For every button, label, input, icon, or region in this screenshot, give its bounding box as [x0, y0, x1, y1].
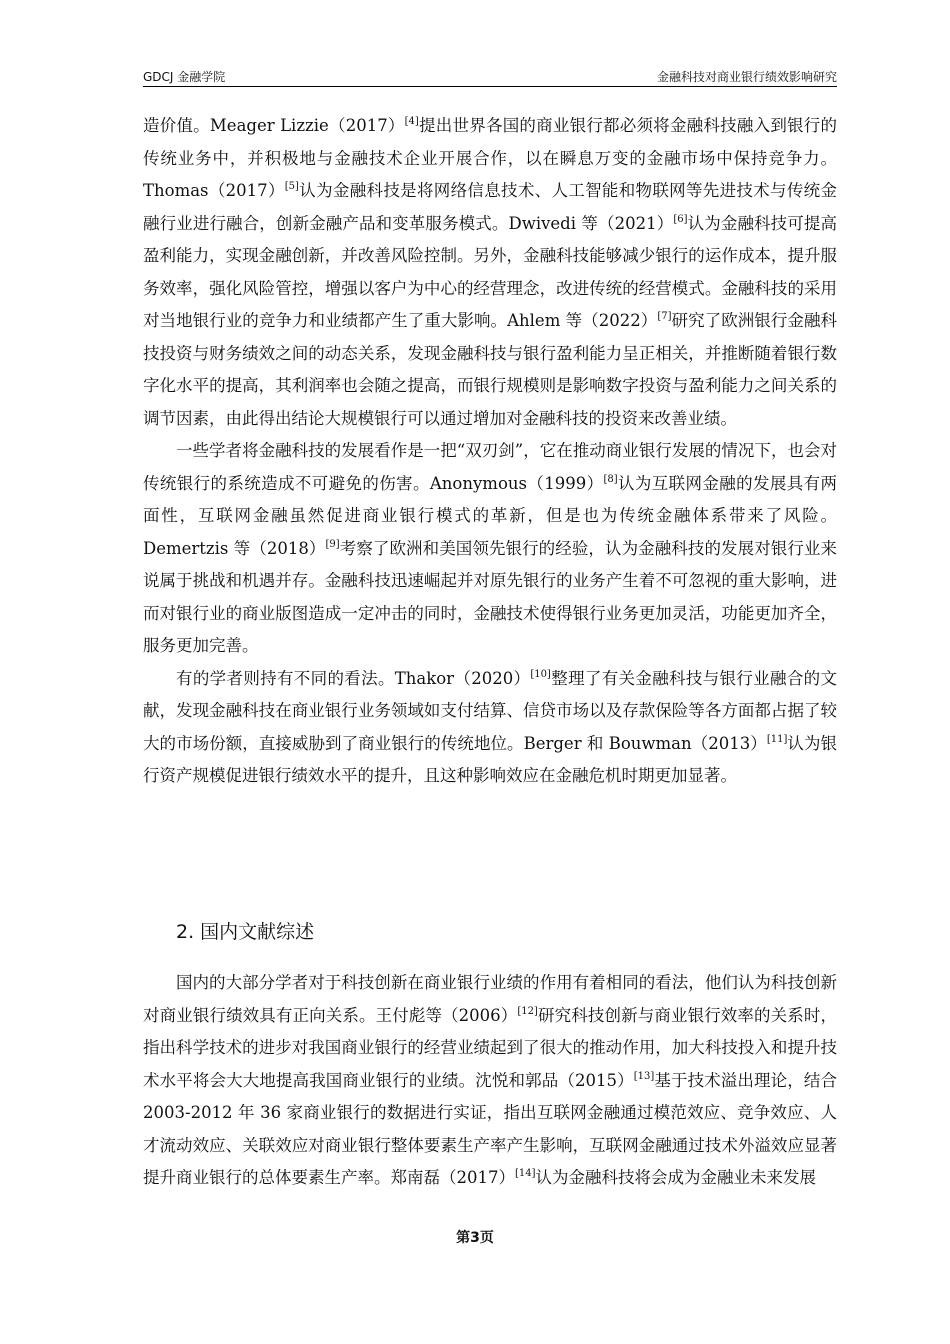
- citation-10: [10]: [530, 668, 551, 680]
- text-run: 考察了欧洲和美国领先银行的经验，认为金融科技的发展对银行业来说属于挑战和机遇并存。金融科技迅速崛起并对原先银行的业务产生着不可忽视的重大影响，进而对银行业的商业版图造成一定冲击的同时，金融技术使得银行业务更加灵活，功能更加齐全，服务更加完善。: [143, 538, 838, 655]
- text-run: 认为互联网金融的发展具有两面性，互联网金融虽然促进商业银行模式的革新，但是也为传统金融体系带来了风险。Demertzis 等（2018）: [143, 473, 838, 558]
- text-run: 造价值。Meager Lizzie（2017）: [143, 116, 405, 135]
- text-run: 提出世界各国的商业银行都必须将金融科技融入到银行的传统业务中，并积极地与金融技术企业开展合作，以在瞬息万变的金融市场中保持竞争力。Thomas（2017）: [143, 116, 838, 200]
- citation-9: [9]: [325, 538, 340, 550]
- paragraph-domestic-review: [143, 967, 837, 1195]
- citation-5: [5]: [284, 181, 299, 192]
- header-thesis-title: 金融科技对商业银行绩效影响研究: [656, 70, 837, 84]
- citation-7: [7]: [657, 311, 672, 322]
- header-institution: GDCJ 金融学院: [143, 70, 226, 84]
- header-rule: [143, 86, 837, 87]
- citation-11: [11]: [766, 733, 788, 745]
- page-number: 第3页: [456, 1230, 494, 1246]
- citation-4: [4]: [404, 116, 419, 127]
- citation-6: [6]: [673, 213, 688, 225]
- paragraph-foreign-views: [143, 110, 837, 435]
- citation-8: [8]: [603, 473, 618, 485]
- text-run: 基于技术溢出理论，结合 2003-2012 年 36 家商业银行的数据进行实证，指出互联网金融通过模范效应、竞争效应、人才流动效应、关联效应对商业银行整体要素生产率产生影响，互联网金融通过技术外溢效应显著提升商业银行的总体要素生产率。郑南磊（2017）: [143, 1070, 837, 1187]
- paragraph-double-edged-sword: [143, 435, 837, 663]
- text-run: 认为金融科技是将网络信息技术、人工智能和物联网等先进技术与传统金融行业进行融合，创新金融产品和变革服务模式。Dwivedi 等（2021）: [143, 181, 837, 233]
- domestic-literature-body: [143, 967, 837, 1195]
- citation-14: [14]: [515, 1168, 536, 1179]
- text-run: 认为金融科技将会成为金融业未来发展: [535, 1168, 817, 1187]
- text-run: 国内的大部分学者对于科技创新在商业银行业绩的作用有着相同的看法，他们认为科技创新对商业银行绩效具有正向关系。王付彪等（2006）: [143, 973, 837, 1025]
- citation-12: [12]: [517, 1005, 538, 1017]
- text-run: 认为银行资产规模促进银行绩效水平的提升，且这种影响效应在金融危机时期更加显著。: [143, 733, 837, 785]
- text-run: 整理了有关金融科技与银行业融合的文献，发现金融科技在商业银行业务领域如支付结算、信贷市场以及存款保险等各方面都占据了较大的市场份额，直接威胁到了商业银行的传统地位。Berger 和 Bouwman（2013）: [143, 668, 838, 753]
- text-run: 认为金融科技可提高盈利能力，实现金融创新，并改善风险控制。另外，金融科技能够减少银行的运作成本，提升服务效率，强化风险管控，增强以客户为中心的经营理念，改进传统的经营模式。金融科技的采用对当地银行业的竞争力和业绩都产生了重大影响。Ahlem 等（2022）: [143, 213, 838, 330]
- citation-13: [13]: [633, 1070, 655, 1082]
- text-run: 研究了欧洲银行金融科技投资与财务绩效之间的动态关系，发现金融科技与银行盈利能力呈正相关，并推断随着银行数字化水平的提高，其利润率也会随之提高，而银行规模则是影响数字投资与盈利能力之间关系的调节因素，由此得出结论大规模银行可以通过增加对金融科技的投资来改善业绩。: [143, 311, 838, 428]
- literature-body: [143, 110, 837, 793]
- page-header: [143, 66, 837, 88]
- paragraph-different-views: [143, 663, 837, 793]
- text-run: 一些学者将金融科技的发展看作是一把“双刃剑”，它在推动商业银行发展的情况下，也会对传统银行的系统造成不可避免的伤害。Anonymous（1999）: [143, 441, 837, 493]
- section-heading: 2. 国内文献综述: [176, 921, 315, 943]
- text-run: 有的学者则持有不同的看法。Thakor（2020）: [176, 668, 531, 688]
- text-run: 研究科技创新与商业银行效率的关系时，指出科学技术的进步对我国商业银行的经营业绩起到了很大的推动作用，加大科技投入和提升技术水平将会大大地提高我国商业银行的业绩。沈悦和郭品（2015）: [143, 1005, 838, 1090]
